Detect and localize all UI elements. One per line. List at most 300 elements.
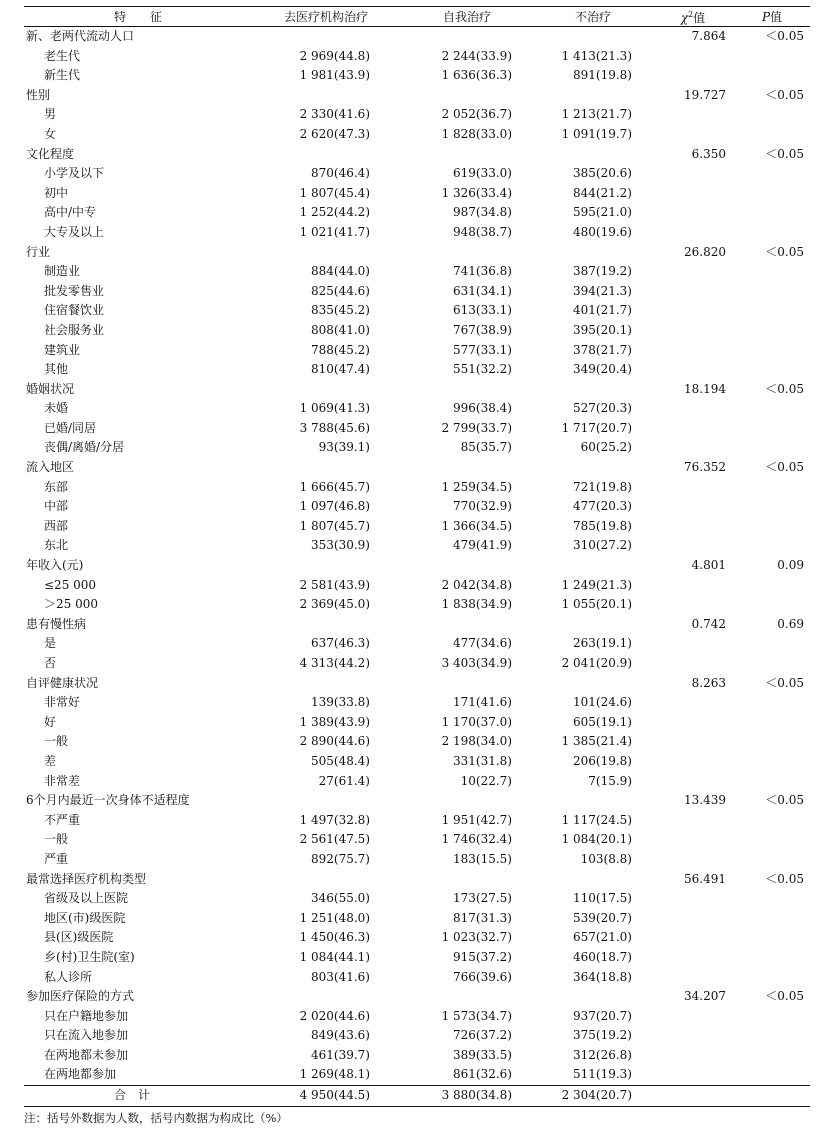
empty-cell xyxy=(652,1046,734,1066)
row-label: 东部 xyxy=(44,479,69,494)
empty-cell xyxy=(734,713,810,733)
self-treatment-value: 1 951(42.7) xyxy=(441,812,512,827)
no-treatment-value: 2 041(20.9) xyxy=(561,656,632,670)
empty-cell xyxy=(734,654,810,674)
header-hospital-treatment: 去医疗机构治疗 xyxy=(252,7,400,27)
table-row xyxy=(24,125,810,145)
table-row xyxy=(24,517,810,537)
table-row xyxy=(24,811,810,831)
table-row xyxy=(24,478,810,498)
self-treatment-value: 479(41.9) xyxy=(453,538,512,553)
group-label: 流入地区 xyxy=(26,460,75,475)
chi-suffix: 值 xyxy=(693,11,706,25)
row-label: 不严重 xyxy=(44,812,81,827)
p-value: 0.09 xyxy=(777,558,804,573)
table-row xyxy=(24,948,810,968)
table-row xyxy=(24,595,810,615)
row-label: 已婚/同居 xyxy=(44,420,97,435)
row-label: 初中 xyxy=(44,185,69,200)
empty-cell xyxy=(734,301,810,321)
hospital-treatment-value: 835(45.2) xyxy=(311,303,370,318)
no-treatment-value: 101(24.6) xyxy=(573,695,632,710)
header-no-treatment: 不治疗 xyxy=(534,7,652,27)
self-treatment-value: 1 838(34.9) xyxy=(441,597,512,612)
hospital-treatment-value: 2 581(43.9) xyxy=(299,577,370,592)
row-label: 私人诊所 xyxy=(44,969,93,984)
no-treatment-value: 721(19.8) xyxy=(573,479,632,494)
hospital-treatment-value: 1 069(41.3) xyxy=(299,401,370,416)
empty-cell xyxy=(652,66,734,86)
table-row xyxy=(24,341,810,361)
table-row xyxy=(24,47,810,67)
empty-cell xyxy=(734,399,810,419)
empty-cell xyxy=(652,1007,734,1027)
hospital-treatment-value: 870(46.4) xyxy=(311,166,370,181)
group-label: 婚姻状况 xyxy=(26,381,75,396)
table-row xyxy=(24,732,810,752)
no-treatment-value: 7(15.9) xyxy=(588,773,632,788)
empty-cell xyxy=(652,850,734,870)
group-row xyxy=(24,27,810,47)
table-row xyxy=(24,262,810,282)
table-row xyxy=(24,223,810,243)
no-treatment-value: 378(21.7) xyxy=(573,342,632,357)
self-treatment-value: 577(33.1) xyxy=(453,342,512,357)
no-treatment-value: 385(20.6) xyxy=(573,166,632,181)
no-treatment-value: 1 117(24.5) xyxy=(561,812,632,827)
self-treatment-value: 770(32.9) xyxy=(453,499,512,514)
p-value: ＜0.05 xyxy=(765,989,804,1004)
table-row xyxy=(24,772,810,792)
empty-cell xyxy=(534,674,652,694)
hospital-treatment-value: 1 497(32.8) xyxy=(299,812,370,827)
table-row xyxy=(24,968,810,988)
empty-cell xyxy=(652,419,734,439)
empty-cell xyxy=(652,164,734,184)
hospital-treatment-value: 1 251(48.0) xyxy=(299,910,370,925)
empty-cell xyxy=(734,536,810,556)
empty-cell xyxy=(652,282,734,302)
hospital-treatment-value: 353(30.9) xyxy=(311,538,370,553)
chi-square-value: 26.820 xyxy=(684,244,726,259)
empty-cell xyxy=(652,536,734,556)
header-p-value xyxy=(734,7,810,27)
empty-cell xyxy=(400,615,534,635)
empty-cell xyxy=(252,86,400,106)
table-row xyxy=(24,1065,810,1085)
table-row xyxy=(24,360,810,380)
table-row xyxy=(24,419,810,439)
self-treatment-value: 2 052(36.7) xyxy=(441,107,512,122)
p-value: ＜0.05 xyxy=(765,871,804,886)
no-treatment-value: 1 249(21.3) xyxy=(561,577,632,592)
no-treatment-value: 527(20.3) xyxy=(573,401,632,416)
group-row xyxy=(24,615,810,635)
row-label: 新生代 xyxy=(44,68,81,83)
row-label: 西部 xyxy=(44,518,69,533)
no-treatment-value: 844(21.2) xyxy=(573,185,632,200)
hospital-treatment-value: 4 313(44.2) xyxy=(299,656,370,670)
row-label: 一般 xyxy=(44,734,69,749)
self-treatment-value: 331(31.8) xyxy=(453,753,512,768)
group-label: 年收入(元) xyxy=(26,558,84,573)
hospital-treatment-value: 2 890(44.6) xyxy=(299,734,370,749)
empty-cell xyxy=(652,595,734,615)
chi-square-value: 18.194 xyxy=(684,381,726,396)
empty-cell xyxy=(734,693,810,713)
row-label: 丧偶/离婚/分居 xyxy=(44,440,125,455)
hospital-treatment-value: 1 252(44.2) xyxy=(299,205,370,220)
empty-cell xyxy=(652,184,734,204)
empty-cell xyxy=(734,928,810,948)
no-treatment-value: 511(19.3) xyxy=(573,1067,632,1082)
self-treatment-value: 1 573(34.7) xyxy=(441,1008,512,1023)
no-treatment-value: 460(18.7) xyxy=(573,949,632,964)
self-treatment-value: 1 326(33.4) xyxy=(441,185,512,200)
row-label: 在两地都参加 xyxy=(44,1067,117,1082)
p-suffix: 值 xyxy=(770,9,783,24)
hospital-treatment-value: 1 981(43.9) xyxy=(299,68,370,83)
empty-cell xyxy=(652,772,734,792)
row-label: 严重 xyxy=(44,851,69,866)
hospital-treatment-value: 505(48.4) xyxy=(311,753,370,768)
self-treatment-value: 619(33.0) xyxy=(453,166,512,181)
no-treatment-value: 60(25.2) xyxy=(580,440,632,455)
empty-cell xyxy=(734,321,810,341)
hospital-treatment-value: 637(46.3) xyxy=(311,636,370,651)
self-treatment-value: 10(22.7) xyxy=(460,773,512,788)
hospital-treatment-value: 1 666(45.7) xyxy=(299,479,370,494)
no-treatment-value: 395(20.1) xyxy=(573,322,632,337)
row-label: 社会服务业 xyxy=(44,322,105,337)
empty-cell xyxy=(534,791,652,811)
empty-cell xyxy=(734,1046,810,1066)
hospital-treatment-value: 788(45.2) xyxy=(311,342,370,357)
no-treatment-value: 364(18.8) xyxy=(573,969,632,984)
chi-square-value: 4.801 xyxy=(691,558,726,573)
table-row xyxy=(24,654,810,674)
chi-square-value: 76.352 xyxy=(684,460,726,475)
no-treatment-value: 263(19.1) xyxy=(573,636,632,651)
empty-cell xyxy=(734,341,810,361)
group-label: 最常选择医疗机构类型 xyxy=(26,871,147,886)
hospital-treatment-value: 93(39.1) xyxy=(318,440,370,455)
group-row xyxy=(24,458,810,478)
row-label: 住宿餐饮业 xyxy=(44,303,105,318)
row-label: 老生代 xyxy=(44,48,81,63)
empty-cell xyxy=(734,125,810,145)
table-row xyxy=(24,536,810,556)
row-label: 在两地都未参加 xyxy=(44,1047,129,1062)
empty-cell xyxy=(534,145,652,165)
empty-cell xyxy=(534,615,652,635)
group-row xyxy=(24,243,810,263)
empty-cell xyxy=(734,184,810,204)
empty-cell xyxy=(734,732,810,752)
no-treatment-value: 394(21.3) xyxy=(573,283,632,298)
empty-cell xyxy=(734,595,810,615)
empty-cell xyxy=(534,86,652,106)
hospital-treatment-value: 803(41.6) xyxy=(311,969,370,984)
group-label: 文化程度 xyxy=(26,146,75,161)
empty-cell xyxy=(652,928,734,948)
no-treatment-value: 785(19.8) xyxy=(573,518,632,533)
chi-square-value: 8.263 xyxy=(691,675,726,690)
table-row xyxy=(24,164,810,184)
no-treatment-value: 605(19.1) xyxy=(573,714,632,729)
empty-cell xyxy=(652,399,734,419)
self-treatment-value: 1 023(32.7) xyxy=(441,930,512,945)
hospital-treatment-value: 2 330(41.6) xyxy=(299,107,370,122)
empty-cell xyxy=(400,27,534,47)
self-treatment-value: 173(27.5) xyxy=(453,891,512,906)
table-row xyxy=(24,1046,810,1066)
row-label: 一般 xyxy=(44,832,69,847)
empty-cell xyxy=(252,243,400,263)
no-treatment-value: 310(27.2) xyxy=(573,538,632,553)
header-self-treatment: 自我治疗 xyxy=(400,7,534,27)
total-hospital-treatment: 4 950(44.5) xyxy=(252,1086,400,1107)
self-treatment-value: 1 746(32.4) xyxy=(441,832,512,847)
empty-cell xyxy=(652,517,734,537)
row-label: 女 xyxy=(44,126,57,141)
empty-cell xyxy=(734,105,810,125)
table-row xyxy=(24,438,810,458)
hospital-treatment-value: 1 269(48.1) xyxy=(299,1067,370,1082)
self-treatment-value: 915(37.2) xyxy=(453,949,512,964)
empty-cell xyxy=(652,1086,734,1107)
table-row xyxy=(24,1007,810,1027)
empty-cell xyxy=(652,497,734,517)
no-treatment-value: 657(21.0) xyxy=(573,930,632,945)
treatment-choice-table xyxy=(24,6,810,1107)
table-row xyxy=(24,928,810,948)
table-row xyxy=(24,1026,810,1046)
hospital-treatment-value: 1 389(43.9) xyxy=(299,714,370,729)
empty-cell xyxy=(652,889,734,909)
empty-cell xyxy=(734,1065,810,1085)
empty-cell xyxy=(734,850,810,870)
empty-cell xyxy=(652,752,734,772)
row-label: 其他 xyxy=(44,362,69,377)
empty-cell xyxy=(652,830,734,850)
hospital-treatment-value: 3 788(45.6) xyxy=(299,420,370,435)
hospital-treatment-value: 2 020(44.6) xyxy=(299,1008,370,1023)
empty-cell xyxy=(734,1026,810,1046)
hospital-treatment-value: 139(33.8) xyxy=(311,695,370,710)
empty-cell xyxy=(734,1086,810,1107)
self-treatment-value: 817(31.3) xyxy=(453,910,512,925)
p-value: ＜0.05 xyxy=(765,675,804,690)
chi-symbol: χ xyxy=(680,11,689,25)
empty-cell xyxy=(652,223,734,243)
self-treatment-value: 389(33.5) xyxy=(453,1047,512,1062)
group-label: 行业 xyxy=(26,244,51,259)
empty-cell xyxy=(652,1026,734,1046)
empty-cell xyxy=(652,438,734,458)
hospital-treatment-value: 808(41.0) xyxy=(311,322,370,337)
hospital-treatment-value: 825(44.6) xyxy=(311,283,370,298)
empty-cell xyxy=(734,752,810,772)
hospital-treatment-value: 884(44.0) xyxy=(311,264,370,279)
row-label: 男 xyxy=(44,107,57,122)
table-row xyxy=(24,909,810,929)
empty-cell xyxy=(734,948,810,968)
no-treatment-value: 1 413(21.3) xyxy=(561,48,632,63)
row-label: 制造业 xyxy=(44,264,81,279)
row-label: 地区(市)级医院 xyxy=(44,910,126,925)
group-row xyxy=(24,86,810,106)
no-treatment-value: 110(17.5) xyxy=(573,891,632,906)
no-treatment-value: 349(20.4) xyxy=(573,362,632,377)
empty-cell xyxy=(400,674,534,694)
empty-cell xyxy=(252,615,400,635)
no-treatment-value: 1 084(20.1) xyxy=(561,832,632,847)
empty-cell xyxy=(734,478,810,498)
empty-cell xyxy=(734,909,810,929)
hospital-treatment-value: 810(47.4) xyxy=(311,362,370,377)
empty-cell xyxy=(734,811,810,831)
self-treatment-value: 1 170(37.0) xyxy=(441,714,512,729)
hospital-treatment-value: 2 369(45.0) xyxy=(299,597,370,612)
empty-cell xyxy=(652,634,734,654)
empty-cell xyxy=(652,811,734,831)
group-label: 性别 xyxy=(26,87,51,102)
row-label: 东北 xyxy=(44,538,69,553)
group-label: 6个月内最近一次身体不适程度 xyxy=(26,793,190,808)
empty-cell xyxy=(534,380,652,400)
row-label: 是 xyxy=(44,636,57,651)
empty-cell xyxy=(534,556,652,576)
no-treatment-value: 1 717(20.7) xyxy=(561,420,632,435)
empty-cell xyxy=(400,791,534,811)
table-row xyxy=(24,66,810,86)
empty-cell xyxy=(252,145,400,165)
empty-cell xyxy=(652,1065,734,1085)
table-row xyxy=(24,830,810,850)
self-treatment-value: 987(34.8) xyxy=(453,205,512,220)
table-row xyxy=(24,203,810,223)
self-treatment-value: 85(35.7) xyxy=(460,440,512,455)
empty-cell xyxy=(734,262,810,282)
hospital-treatment-value: 1 021(41.7) xyxy=(299,224,370,239)
empty-cell xyxy=(400,380,534,400)
row-label: 非常好 xyxy=(44,695,81,710)
self-treatment-value: 3 403(34.9) xyxy=(441,656,512,670)
empty-cell xyxy=(734,164,810,184)
empty-cell xyxy=(252,380,400,400)
hospital-treatment-value: 2 561(47.5) xyxy=(299,832,370,847)
self-treatment-value: 551(32.2) xyxy=(453,362,512,377)
empty-cell xyxy=(734,282,810,302)
self-treatment-value: 861(32.6) xyxy=(453,1067,512,1082)
empty-cell xyxy=(400,243,534,263)
no-treatment-value: 401(21.7) xyxy=(573,303,632,318)
no-treatment-value: 103(8.8) xyxy=(580,851,632,866)
empty-cell xyxy=(400,145,534,165)
row-label: 高中/中专 xyxy=(44,205,97,220)
self-treatment-value: 631(34.1) xyxy=(453,283,512,298)
self-treatment-value: 183(15.5) xyxy=(453,851,512,866)
p-value: ＜0.05 xyxy=(765,381,804,396)
hospital-treatment-value: 1 450(46.3) xyxy=(299,930,370,945)
empty-cell xyxy=(652,654,734,674)
no-treatment-value: 480(19.6) xyxy=(573,224,632,239)
empty-cell xyxy=(252,987,400,1007)
empty-cell xyxy=(652,203,734,223)
empty-cell xyxy=(400,458,534,478)
empty-cell xyxy=(734,634,810,654)
empty-cell xyxy=(534,458,652,478)
table-row xyxy=(24,399,810,419)
table-row xyxy=(24,184,810,204)
table-row xyxy=(24,693,810,713)
empty-cell xyxy=(400,987,534,1007)
table-body xyxy=(24,27,810,1107)
hospital-treatment-value: 27(61.4) xyxy=(318,773,370,788)
empty-cell xyxy=(652,341,734,361)
table-row xyxy=(24,752,810,772)
self-treatment-value: 1 636(36.3) xyxy=(441,68,512,83)
self-treatment-value: 613(33.1) xyxy=(453,303,512,318)
row-label: 小学及以下 xyxy=(44,166,105,181)
group-row xyxy=(24,380,810,400)
self-treatment-value: 2 799(33.7) xyxy=(441,420,512,435)
self-treatment-value: 171(41.6) xyxy=(453,695,512,710)
group-label: 自评健康状况 xyxy=(26,675,99,690)
empty-cell xyxy=(652,47,734,67)
self-treatment-value: 766(39.6) xyxy=(453,969,512,984)
row-label: 省级及以上医院 xyxy=(44,891,129,906)
no-treatment-value: 1 385(21.4) xyxy=(561,734,632,749)
hospital-treatment-value: 892(75.7) xyxy=(311,851,370,866)
hospital-treatment-value: 1 807(45.7) xyxy=(299,518,370,533)
empty-cell xyxy=(252,458,400,478)
table-row xyxy=(24,889,810,909)
empty-cell xyxy=(652,732,734,752)
empty-cell xyxy=(252,674,400,694)
empty-cell xyxy=(400,870,534,890)
no-treatment-value: 312(26.8) xyxy=(573,1047,632,1062)
group-row xyxy=(24,870,810,890)
empty-cell xyxy=(652,576,734,596)
table-row xyxy=(24,321,810,341)
row-label: 批发零售业 xyxy=(44,283,105,298)
chi-square-value: 0.742 xyxy=(691,616,726,631)
p-value: ＜0.05 xyxy=(765,793,804,808)
empty-cell xyxy=(252,27,400,47)
no-treatment-value: 1 213(21.7) xyxy=(561,107,632,122)
chi-square-value: 19.727 xyxy=(684,87,726,102)
group-row xyxy=(24,674,810,694)
table-row xyxy=(24,634,810,654)
empty-cell xyxy=(734,772,810,792)
self-treatment-value: 1 366(34.5) xyxy=(441,518,512,533)
group-row xyxy=(24,987,810,1007)
chi-square-value: 34.207 xyxy=(684,989,726,1004)
empty-cell xyxy=(652,713,734,733)
empty-cell xyxy=(734,517,810,537)
total-self-treatment: 3 880(34.8) xyxy=(400,1086,534,1107)
empty-cell xyxy=(652,478,734,498)
total-label: 合计 xyxy=(24,1086,252,1107)
row-label: 只在流入地参加 xyxy=(44,1028,129,1043)
table-row xyxy=(24,497,810,517)
row-label: 好 xyxy=(44,714,57,729)
p-symbol: P xyxy=(761,9,771,24)
self-treatment-value: 1 828(33.0) xyxy=(441,126,512,141)
group-row xyxy=(24,791,810,811)
